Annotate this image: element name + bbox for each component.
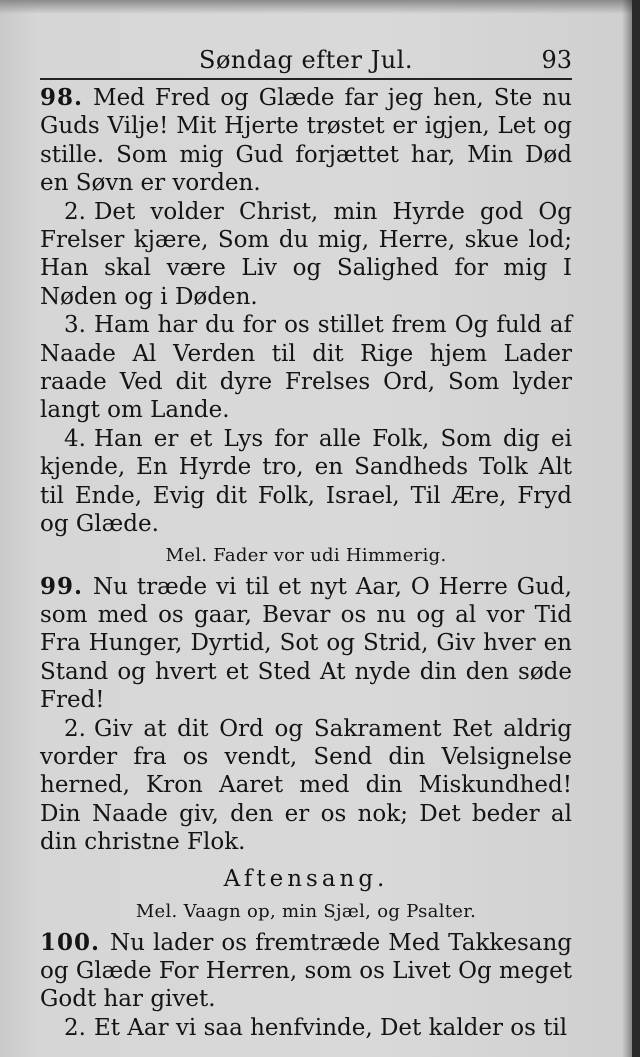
verse-text: Det volder Christ, min Hyrde god Og Frelser kjære, Som du mig, Herre, skue lod; Han skal være Liv og Salighed for mig I Nøden og i Døden. <box>40 198 572 310</box>
verse-number: 2. <box>64 715 86 742</box>
hymn-99-verse-2 <box>40 715 572 857</box>
verse-text: Han er et Lys for alle Folk, Som dig ei kjende, En Hyrde tro, en Sandheds Tolk Alt til Ende, Evig dit Folk, Israel, Til Ære, Fryd og Glæde. <box>40 425 572 538</box>
page-edge-shadow <box>622 0 632 1057</box>
verse-text: Med Fred og Glæde far jeg hen, Ste nu Guds Vilje! Mit Hjerte trøstet er igjen, Let og stille. Som mig Gud forjættet har, Min Død en Søvn er vorden. <box>40 85 572 197</box>
melody-line-100: Mel. Vaagn op, min Sjæl, og Psalter. <box>135 900 477 922</box>
hymn-99-verse-1 <box>40 573 572 715</box>
verse-text: Nu lader os fremtræde Med Takkesang og Glæde For Herren, som os Livet Og meget Godt har givet. <box>40 929 572 1013</box>
hymn-number: 100. <box>40 928 101 956</box>
page-number: 93 <box>541 46 572 74</box>
page-top-shadow <box>0 0 632 14</box>
hymn-98-verse-3 <box>40 311 572 425</box>
verse-text: Giv at dit Ord og Sakrament Ret aldrig vorder fra os vendt, Send din Velsignelse herned, Kron Aaret med din Miskundhed! Din Naade giv, den er os nok; Det beder al din christne Flok. <box>40 715 572 856</box>
hymn-98-verse-1 <box>40 84 572 198</box>
hymn-98-verse-4 <box>40 425 572 539</box>
running-title: Søndag efter Jul. <box>199 46 413 74</box>
section-title: Aftensang. <box>223 865 389 892</box>
verse-text: Nu træde vi til et nyt Aar, O Herre Gud, som med os gaar, Bevar os nu og al vor Tid Fra Hunger, Dyrtid, Sot og Strid, Giv hver en Stand og hvert et Sted At nyde din den søde Fred! <box>40 573 572 714</box>
hymn-98-verse-2 <box>40 198 572 312</box>
verse-number: 3. <box>64 312 86 339</box>
melody-line-99: Mel. Fader vor udi Himmerig. <box>165 544 447 566</box>
verse-text: Ham har du for os stillet frem Og fuld af Naade Al Verden til dit Rige hjem Lader raade Ved dit dyre Frelses Ord, Som lyder langt om Lande. <box>40 312 572 424</box>
hymn-number: 99. <box>40 572 84 600</box>
hymn-number: 98. <box>40 84 84 111</box>
hymn-100-verse-1 <box>40 929 572 1014</box>
hymn-100-verse-2 <box>40 1014 572 1042</box>
verse-number: 2. <box>64 1014 86 1041</box>
verse-number: 2. <box>64 198 86 225</box>
verse-text: Et Aar vi saa henfvinde, Det kalder os til <box>93 1014 568 1041</box>
page-body <box>40 84 572 1042</box>
verse-number: 4. <box>64 425 86 452</box>
page-header <box>40 44 572 80</box>
